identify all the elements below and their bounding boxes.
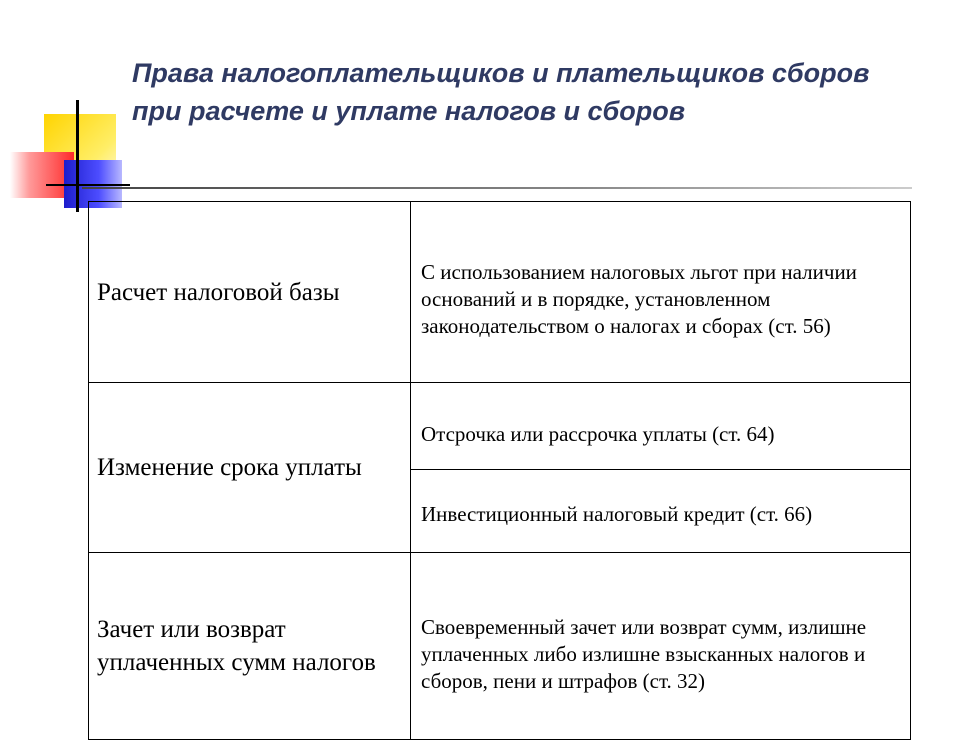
right-name-cell: Расчет налоговой базы — [89, 202, 411, 383]
decorative-squares — [0, 0, 140, 230]
right-name-cell: Изменение срока уплаты — [89, 383, 411, 553]
slide-title: Права налогоплательщиков и плательщиков сборов при расчете и уплате налогов и сборов — [132, 58, 870, 126]
right-detail-cell: Инвестиционный налоговый кредит (ст. 66) — [411, 470, 911, 553]
right-detail-cell: Отсрочка или рассрочка уплаты (ст. 64) — [411, 383, 911, 470]
right-detail-cell: Своевременный зачет или возврат сумм, излишне уплаченных либо излишне взысканных налогов и сборов, пени и штрафов (ст. 32) — [411, 553, 911, 740]
title-divider — [82, 187, 912, 189]
right-name-cell: Зачет или возврат уплаченных сумм налогов — [89, 553, 411, 740]
vertical-line — [76, 100, 79, 212]
table-row — [89, 383, 911, 470]
table-row — [89, 202, 911, 383]
horizontal-line — [46, 184, 130, 186]
rights-table — [88, 201, 911, 740]
table-row — [89, 553, 911, 740]
right-detail-cell: С использованием налоговых льгот при наличии оснований и в порядке, установленном законодательством о налогах и сборах (ст. 56) — [411, 202, 911, 383]
